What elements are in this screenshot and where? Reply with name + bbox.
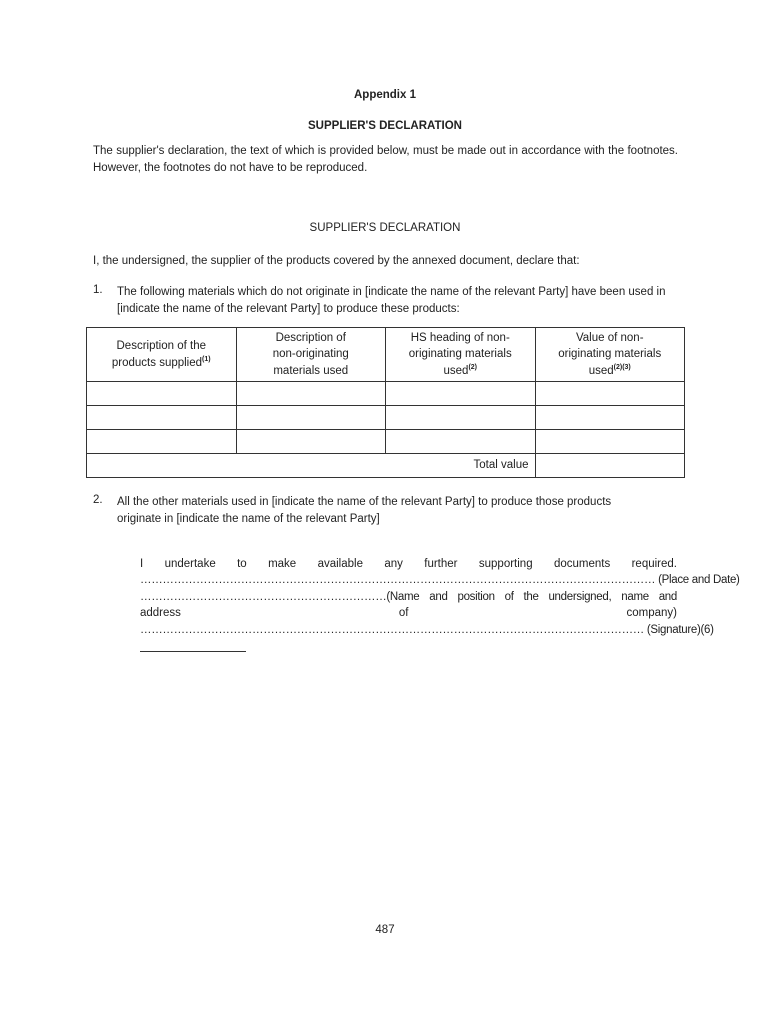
page-number: 487 bbox=[375, 924, 395, 936]
name-position-line[interactable]: …………………………………………………………(Name and position of the undersigned, name and bbox=[140, 590, 677, 603]
footnote-marker: (2) bbox=[468, 363, 477, 371]
table-row bbox=[87, 430, 685, 454]
table-cell[interactable] bbox=[386, 406, 536, 430]
table-cell[interactable] bbox=[87, 406, 237, 430]
place-date-line[interactable]: ………………………………………………………………………………………………………………………… (Place and Date) bbox=[140, 574, 740, 587]
of-word: of bbox=[398, 607, 409, 620]
item-2-text: All the other materials used in [indicate the name of the relevant Party] to produce those products originate in [indicate the name of the relevant Party] bbox=[117, 496, 612, 525]
item-2-number: 2. bbox=[93, 494, 103, 506]
total-value-label: Total value bbox=[87, 454, 536, 478]
page-title: SUPPLIER'S DECLARATION bbox=[308, 120, 462, 132]
header-value-materials: Value of non-originating materials used bbox=[558, 331, 662, 377]
table-cell[interactable] bbox=[535, 382, 685, 406]
table-header-row bbox=[87, 328, 685, 382]
total-value-cell[interactable] bbox=[535, 454, 685, 478]
table-total-row bbox=[87, 454, 685, 478]
table-cell[interactable] bbox=[386, 430, 536, 454]
signature-line[interactable]: ……………………………………………………………………………………………………………………… (Signature)(6) bbox=[140, 623, 714, 636]
item-1-text: The following materials which do not originate in [indicate the name of the relevant Party] have been used in [indicate the name of the relevant Party] to produce these products: bbox=[117, 286, 666, 315]
header-products-supplied: Description of the products supplied bbox=[111, 340, 206, 369]
table-cell[interactable] bbox=[236, 430, 386, 454]
footnote-divider bbox=[140, 651, 246, 652]
table-cell[interactable] bbox=[535, 406, 685, 430]
table-cell[interactable] bbox=[87, 430, 237, 454]
table-row bbox=[87, 406, 685, 430]
company-word: company) bbox=[626, 607, 677, 620]
declaration-opening: I, the undersigned, the supplier of the products covered by the annexed document, declare that: bbox=[93, 255, 580, 267]
address-word: address bbox=[140, 607, 181, 620]
declaration-title: SUPPLIER'S DECLARATION bbox=[309, 222, 461, 234]
footnote-marker: (1) bbox=[202, 355, 211, 363]
undertaking-line: I undertake to make available any further supporting documents required. bbox=[140, 558, 677, 570]
table-cell[interactable] bbox=[535, 430, 685, 454]
table-header-cell bbox=[535, 328, 685, 382]
header-description-materials: Description of non-originating materials used bbox=[272, 331, 349, 377]
table-header-cell bbox=[386, 328, 536, 382]
header-hs-heading: HS heading of non-originating materials used bbox=[408, 331, 512, 377]
table-cell[interactable] bbox=[236, 382, 386, 406]
address-line bbox=[140, 605, 677, 621]
table-row bbox=[87, 382, 685, 406]
undertaking-block bbox=[140, 556, 740, 638]
footnote-marker: (2)(3) bbox=[613, 363, 631, 371]
item-1-number: 1. bbox=[93, 284, 103, 296]
appendix-heading: Appendix 1 bbox=[354, 89, 416, 101]
table-cell[interactable] bbox=[386, 382, 536, 406]
table-header-cell bbox=[236, 328, 386, 382]
table-cell[interactable] bbox=[236, 406, 386, 430]
intro-paragraph: The supplier's declaration, the text of which is provided below, must be made out in accordance with the footnotes. However, the footnotes do not have to be reproduced. bbox=[93, 145, 678, 174]
table-header-cell bbox=[87, 328, 237, 382]
materials-table bbox=[86, 327, 685, 478]
table-cell[interactable] bbox=[87, 382, 237, 406]
